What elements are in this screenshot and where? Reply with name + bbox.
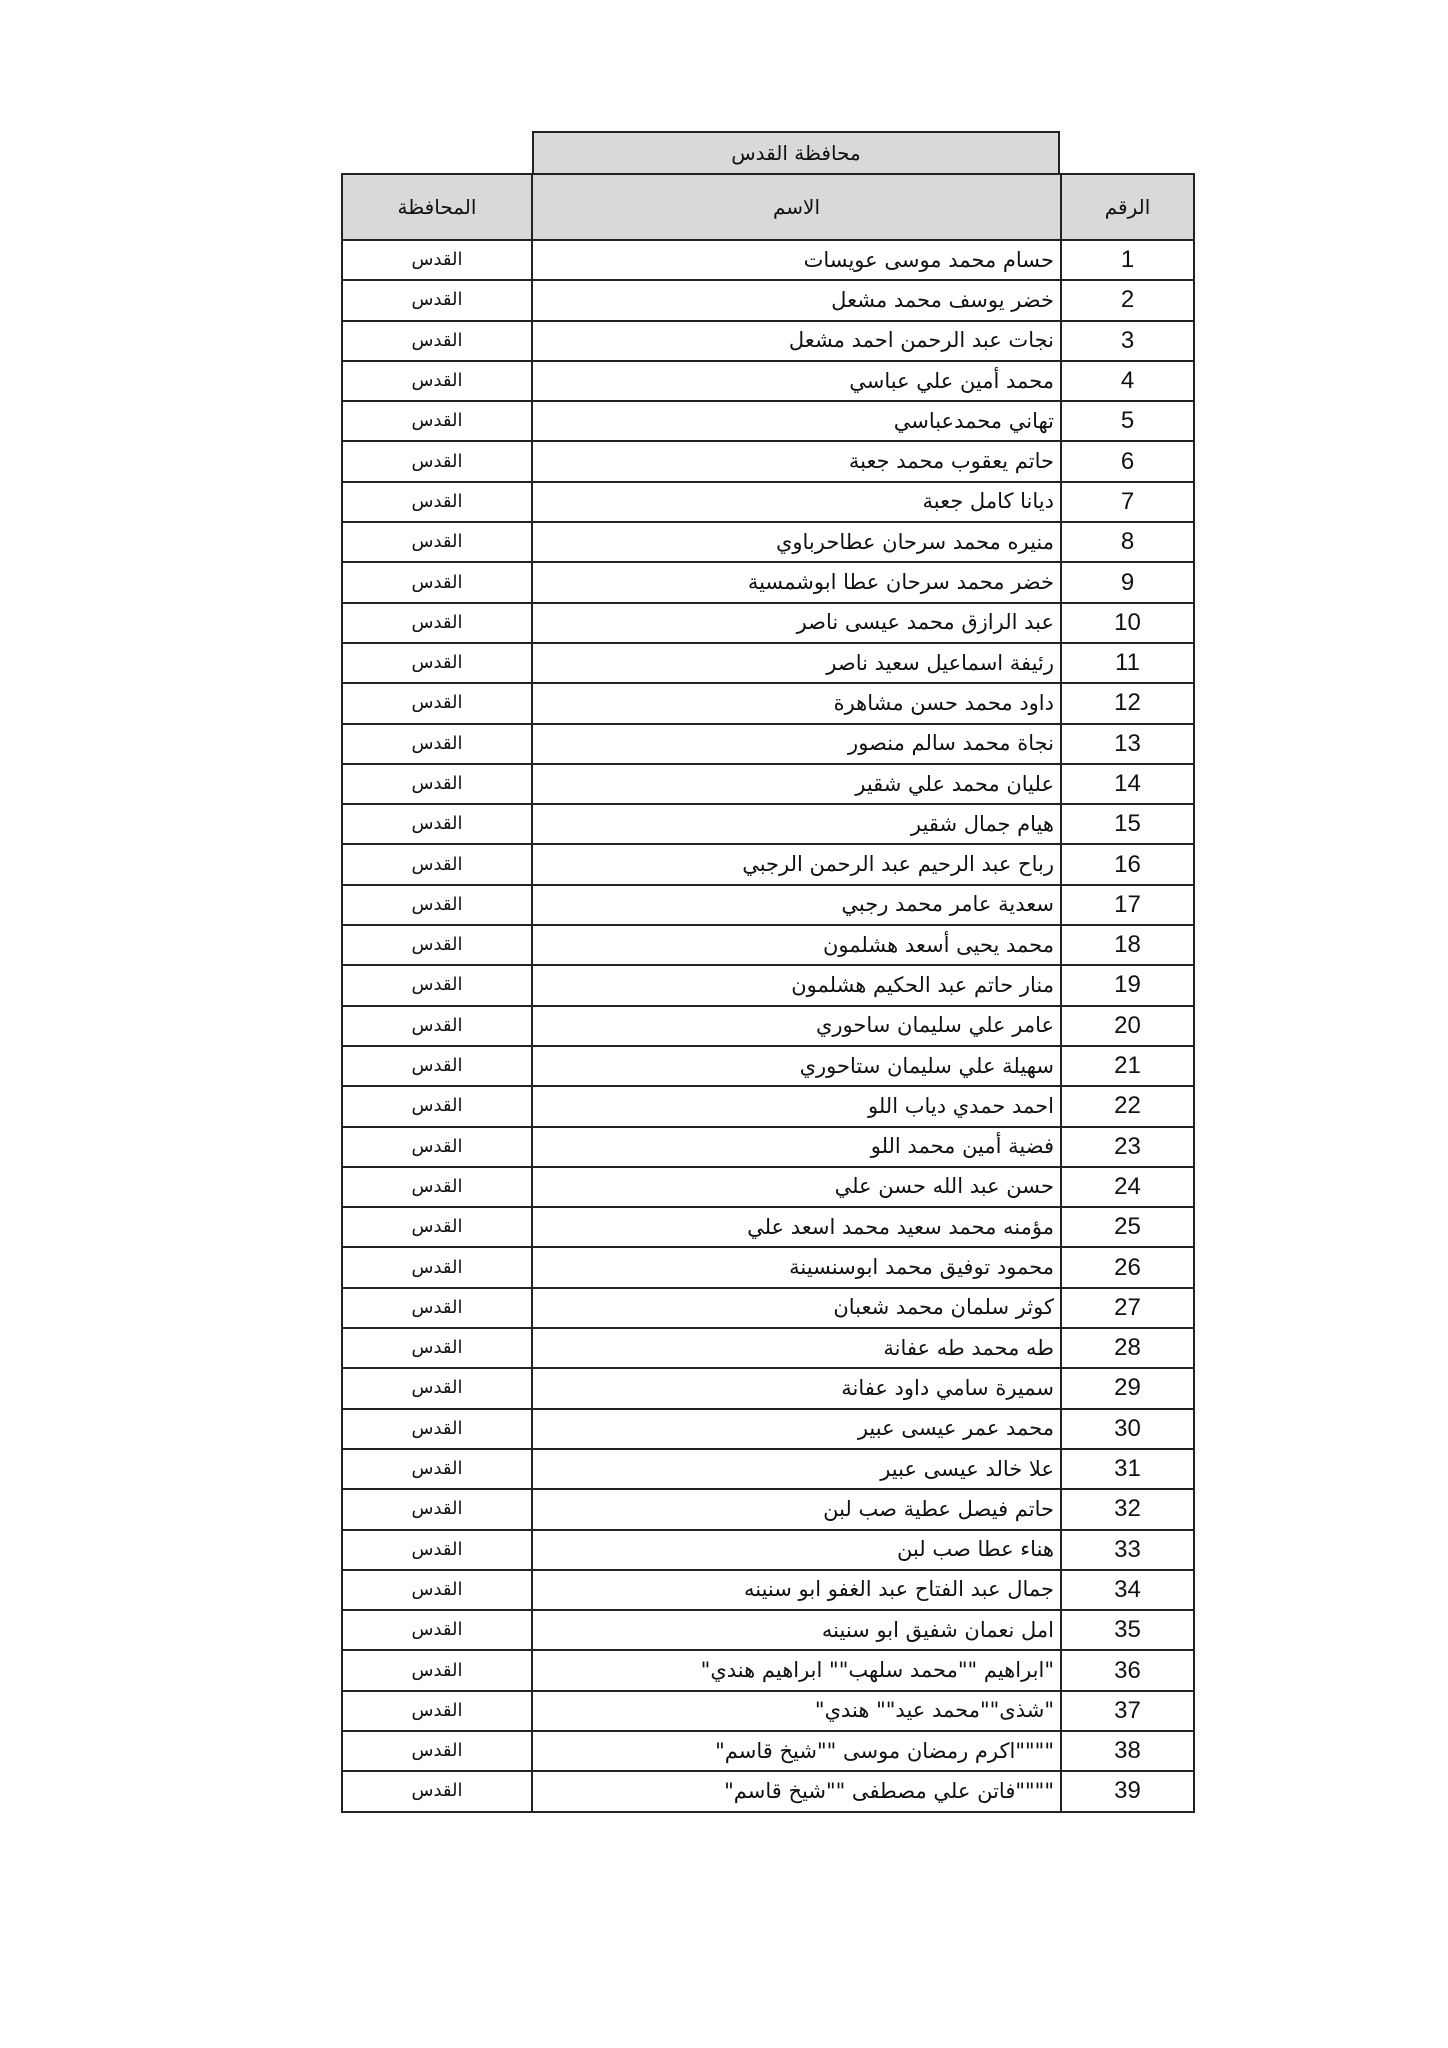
row-governorate: القدس (342, 925, 532, 965)
row-name: نجات عبد الرحمن احمد مشعل (532, 321, 1061, 361)
table-row (342, 804, 1194, 844)
table-row (342, 1650, 1194, 1690)
table-row (342, 965, 1194, 1005)
row-governorate: القدس (342, 1288, 532, 1328)
row-number: 28 (1061, 1328, 1194, 1368)
table-row (342, 1691, 1194, 1731)
row-governorate: القدس (342, 280, 532, 320)
row-name: نجاة محمد سالم منصور (532, 724, 1061, 764)
row-number: 33 (1061, 1530, 1194, 1570)
row-name: سميرة سامي داود عفانة (532, 1368, 1061, 1408)
row-name: رئيفة اسماعيل سعيد ناصر (532, 643, 1061, 683)
row-number: 31 (1061, 1449, 1194, 1489)
table-row (342, 562, 1194, 602)
table-row (342, 1207, 1194, 1247)
row-number: 19 (1061, 965, 1194, 1005)
row-governorate: القدس (342, 1207, 532, 1247)
row-number: 1 (1061, 240, 1194, 280)
row-number: 36 (1061, 1650, 1194, 1690)
row-governorate: القدس (342, 885, 532, 925)
row-name: علا خالد عيسى عبير (532, 1449, 1061, 1489)
row-number: 27 (1061, 1288, 1194, 1328)
row-name: عليان محمد علي شقير (532, 764, 1061, 804)
row-number: 6 (1061, 441, 1194, 481)
title-border (1058, 131, 1060, 173)
row-name: سعدية عامر محمد رجبي (532, 885, 1061, 925)
column-header-name: الاسم (532, 174, 1061, 240)
row-governorate: القدس (342, 1328, 532, 1368)
row-governorate: القدس (342, 965, 532, 1005)
row-governorate: القدس (342, 1610, 532, 1650)
row-governorate: القدس (342, 1650, 532, 1690)
table-header (342, 174, 1194, 240)
table-row (342, 441, 1194, 481)
table-row (342, 1409, 1194, 1449)
row-number: 24 (1061, 1167, 1194, 1207)
table-row (342, 1449, 1194, 1489)
row-governorate: القدس (342, 1409, 532, 1449)
row-governorate: القدس (342, 1449, 532, 1489)
row-number: 3 (1061, 321, 1194, 361)
row-number: 39 (1061, 1771, 1194, 1811)
row-number: 32 (1061, 1489, 1194, 1529)
row-name: محمود توفيق محمد ابوسنسينة (532, 1247, 1061, 1287)
row-governorate: القدس (342, 1691, 532, 1731)
row-name: امل نعمان شفيق ابو سنينه (532, 1610, 1061, 1650)
row-number: 29 (1061, 1368, 1194, 1408)
table-row (342, 1489, 1194, 1529)
row-governorate: القدس (342, 1570, 532, 1610)
row-number: 5 (1061, 401, 1194, 441)
column-header-governorate: المحافظة (342, 174, 532, 240)
row-governorate: القدس (342, 724, 532, 764)
row-governorate: القدس (342, 401, 532, 441)
table-row (342, 321, 1194, 361)
table-row (342, 1368, 1194, 1408)
row-number: 14 (1061, 764, 1194, 804)
row-governorate: القدس (342, 1247, 532, 1287)
table-row (342, 643, 1194, 683)
row-number: 25 (1061, 1207, 1194, 1247)
row-governorate: القدس (342, 1731, 532, 1771)
table-row (342, 1046, 1194, 1086)
row-name: خضر يوسف محمد مشعل (532, 280, 1061, 320)
row-governorate: القدس (342, 562, 532, 602)
row-name: خضر محمد سرحان عطا ابوشمسية (532, 562, 1061, 602)
row-name: تهاني محمدعباسي (532, 401, 1061, 441)
row-number: 12 (1061, 683, 1194, 723)
table-row (342, 885, 1194, 925)
row-name: هناء عطا صب لبن (532, 1530, 1061, 1570)
table-row (342, 925, 1194, 965)
row-number: 13 (1061, 724, 1194, 764)
row-number: 18 (1061, 925, 1194, 965)
row-number: 37 (1061, 1691, 1194, 1731)
names-table (341, 173, 1195, 1813)
row-number: 9 (1061, 562, 1194, 602)
row-number: 20 (1061, 1006, 1194, 1046)
row-name: "ابراهيم ""محمد سلهب"" ابراهيم هندي" (532, 1650, 1061, 1690)
row-name: """"فاتن علي مصطفى ""شيخ قاسم" (532, 1771, 1061, 1811)
column-header-number: الرقم (1061, 174, 1194, 240)
row-governorate: القدس (342, 441, 532, 481)
row-number: 8 (1061, 522, 1194, 562)
row-name: منيره محمد سرحان عطاحرباوي (532, 522, 1061, 562)
row-name: احمد حمدي دياب اللو (532, 1086, 1061, 1126)
table-body (342, 240, 1194, 1812)
table-row (342, 1247, 1194, 1287)
row-name: هيام جمال شقير (532, 804, 1061, 844)
row-governorate: القدس (342, 1368, 532, 1408)
row-number: 11 (1061, 643, 1194, 683)
row-number: 30 (1061, 1409, 1194, 1449)
table-row (342, 1328, 1194, 1368)
table-row (342, 482, 1194, 522)
row-number: 21 (1061, 1046, 1194, 1086)
table-row (342, 1006, 1194, 1046)
row-number: 4 (1061, 361, 1194, 401)
row-governorate: القدس (342, 482, 532, 522)
row-governorate: القدس (342, 522, 532, 562)
row-governorate: القدس (342, 240, 532, 280)
table-row (342, 1086, 1194, 1126)
row-name: رباح عبد الرحيم عبد الرحمن الرجبي (532, 844, 1061, 884)
table-row (342, 522, 1194, 562)
row-governorate: القدس (342, 764, 532, 804)
row-number: 15 (1061, 804, 1194, 844)
table-row (342, 683, 1194, 723)
table-row (342, 1127, 1194, 1167)
row-governorate: القدس (342, 1127, 532, 1167)
row-governorate: القدس (342, 1530, 532, 1570)
table-row (342, 1570, 1194, 1610)
row-name: حاتم يعقوب محمد جعبة (532, 441, 1061, 481)
row-number: 38 (1061, 1731, 1194, 1771)
row-number: 35 (1061, 1610, 1194, 1650)
row-name: جمال عبد الفتاح عبد الغفو ابو سنينه (532, 1570, 1061, 1610)
row-name: محمد عمر عيسى عبير (532, 1409, 1061, 1449)
row-name: ديانا كامل جعبة (532, 482, 1061, 522)
table-row (342, 1167, 1194, 1207)
row-number: 2 (1061, 280, 1194, 320)
row-name: فضية أمين محمد اللو (532, 1127, 1061, 1167)
row-governorate: القدس (342, 804, 532, 844)
table-row (342, 401, 1194, 441)
table-row (342, 764, 1194, 804)
row-governorate: القدس (342, 1086, 532, 1126)
row-governorate: القدس (342, 1167, 532, 1207)
table-row (342, 1771, 1194, 1811)
table-row (342, 240, 1194, 280)
row-name: حاتم فيصل عطية صب لبن (532, 1489, 1061, 1529)
table-row (342, 1288, 1194, 1328)
row-number: 34 (1061, 1570, 1194, 1610)
row-number: 23 (1061, 1127, 1194, 1167)
row-governorate: القدس (342, 643, 532, 683)
header-row (342, 174, 1194, 240)
row-governorate: القدس (342, 844, 532, 884)
row-name: محمد يحيى أسعد هشلمون (532, 925, 1061, 965)
table-row (342, 1731, 1194, 1771)
row-number: 10 (1061, 603, 1194, 643)
table-row (342, 280, 1194, 320)
row-name: حسام محمد موسى عويسات (532, 240, 1061, 280)
row-governorate: القدس (342, 321, 532, 361)
row-name: "شذى""محمد عيد"" هندي" (532, 1691, 1061, 1731)
table-row (342, 844, 1194, 884)
row-name: مؤمنه محمد سعيد محمد اسعد علي (532, 1207, 1061, 1247)
table-row (342, 1530, 1194, 1570)
table-row (342, 603, 1194, 643)
table-row (342, 724, 1194, 764)
row-number: 22 (1061, 1086, 1194, 1126)
table-row (342, 361, 1194, 401)
row-number: 16 (1061, 844, 1194, 884)
row-governorate: القدس (342, 683, 532, 723)
row-name: """"اكرم رمضان موسى ""شيخ قاسم" (532, 1731, 1061, 1771)
table-row (342, 1610, 1194, 1650)
row-number: 26 (1061, 1247, 1194, 1287)
row-name: عامر علي سليمان ساحوري (532, 1006, 1061, 1046)
row-governorate: القدس (342, 1771, 532, 1811)
row-name: محمد أمين علي عباسي (532, 361, 1061, 401)
row-name: حسن عبد الله حسن علي (532, 1167, 1061, 1207)
row-governorate: القدس (342, 603, 532, 643)
row-governorate: القدس (342, 361, 532, 401)
row-number: 17 (1061, 885, 1194, 925)
row-governorate: القدس (342, 1489, 532, 1529)
row-number: 7 (1061, 482, 1194, 522)
row-name: سهيلة علي سليمان ستاحوري (532, 1046, 1061, 1086)
row-name: طه محمد طه عفانة (532, 1328, 1061, 1368)
row-governorate: القدس (342, 1006, 532, 1046)
governorate-title: محافظة القدس (532, 131, 1060, 173)
row-name: داود محمد حسن مشاهرة (532, 683, 1061, 723)
row-name: عبد الرازق محمد عيسى ناصر (532, 603, 1061, 643)
row-governorate: القدس (342, 1046, 532, 1086)
row-name: كوثر سلمان محمد شعبان (532, 1288, 1061, 1328)
row-name: منار حاتم عبد الحكيم هشلمون (532, 965, 1061, 1005)
